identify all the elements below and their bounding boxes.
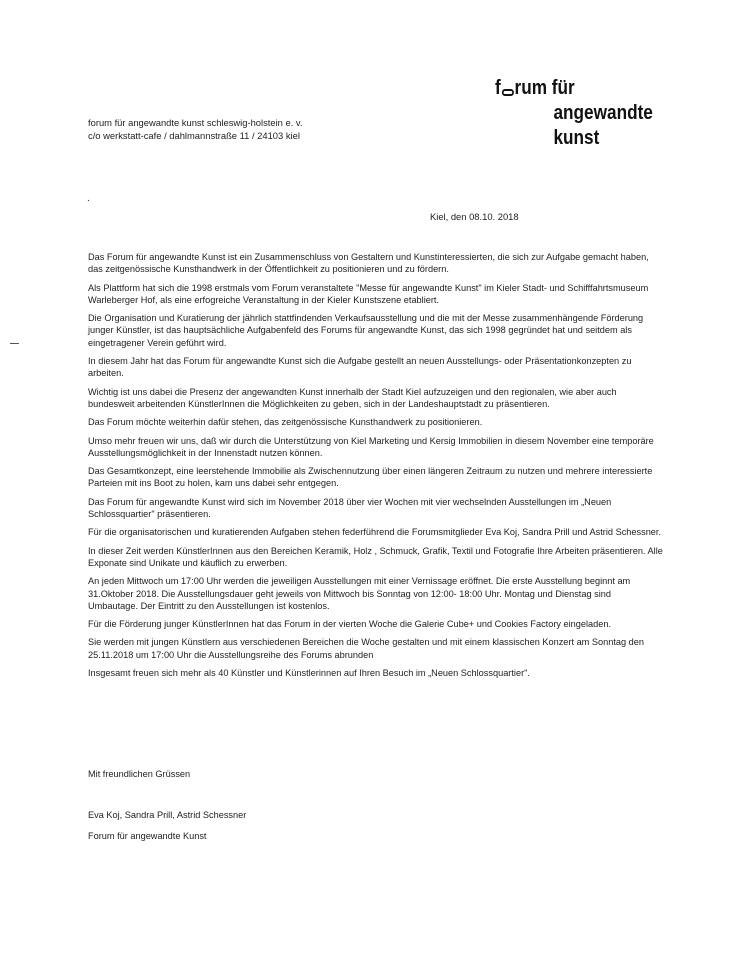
- paragraph: In dieser Zeit werden KünstlerInnen aus den Bereichen Keramik, Holz , Schmuck, Grafik, Textil und Fotografie Ihre Arbeiten präsentieren. Alle Exponate sind Unikate und käuflich zu erwerben.: [88, 545, 663, 568]
- paragraph: Wichtig ist uns dabei die Presenz der angewandten Kunst innerhalb der Stadt Kiel aufzuzeigen und den regionalen, wie aber auch bundesweit arbeitenden KünstlerInnen die Möglichkeiten zu geben, sich in der Landeshauptstadt zu präsentieren.: [88, 386, 617, 409]
- logo-line-2: angewandte: [553, 102, 653, 124]
- forum-logo: [495, 76, 693, 151]
- paragraph: Das Forum für angewandte Kunst wird sich im November 2018 über vier Wochen mit vier wechselnden Ausstellungen im „Neuen Schlossquartier" präsentieren.: [88, 496, 612, 520]
- logo-o-shape: [502, 89, 514, 96]
- paragraph: Das Gesamtkonzept, eine leerstehende Immobilie als Zwischennutzung über einen längeren Zeitraum zu nutzen und mehrere interessierte Parteien mit ins Boot zu holen, kam uns dabei sehr entgegen.: [88, 466, 653, 489]
- paragraph: In diesem Jahr hat das Forum für angewandte Kunst sich die Aufgabe gestellt an neuen Ausstellungs- oder Präsentationkonzepten zu arbeiten.: [88, 356, 632, 379]
- sender-address: [88, 116, 303, 142]
- paragraph: Für die Förderung junger KünstlerInnen hat das Forum in der vierten Woche die Galerie Cube+ und Cookies Factory eingeladen.: [88, 619, 612, 630]
- address-marker: .: [87, 193, 90, 204]
- paragraph: Für die organisatorischen und kuratierenden Aufgaben stehen federführend die Forumsmitglieder Eva Koj, Sandra Prill und Astrid Schessner.: [88, 527, 662, 538]
- logo-line-3: kunst: [553, 127, 600, 149]
- fold-mark: [10, 343, 19, 344]
- sender-line-2: c/o werkstatt-cafe / dahlmannstraße 11 / 24103 kiel: [88, 130, 300, 141]
- paragraph: Die Organisation und Kuratierung der jährlich stattfindenden Verkaufsausstellung und die mit der Messe zusammenhängende Förderung junger Künstler, ist das hauptsächliche Aufgabenfeld des Forums für angewandte Kunst, das sich 1998 gegründet hat und seitdem als eingetragener Verein geführt wird.: [88, 313, 644, 348]
- paragraph: Sie werden mit jungen Künstlern aus verschiedenen Bereichen die Woche gestalten und mit einem klassischen Konzert am Sonntag den 25.11.2018 um 17:00 Uhr die Ausstellungsreihe des Forums abrunden: [88, 637, 645, 660]
- paragraph: Umso mehr freuen wir uns, daß wir durch die Unterstützung von Kiel Marketing und Kersig Immobilien in diesem November eine temporäre Ausstellungsmöglichkeit in der Innenstadt nutzen können.: [88, 435, 654, 458]
- signature-organization: Forum für angewandte Kunst: [88, 831, 207, 841]
- paragraph: Insgesamt freuen sich mehr als 40 Künstler und Künstlerinnen auf Ihren Besuch im „Neuen Schlossquartier".: [88, 668, 530, 679]
- logo-letter-f: f: [495, 77, 501, 99]
- letter-date: Kiel, den 08.10. 2018: [430, 211, 519, 222]
- letter-body: [88, 251, 663, 685]
- sender-line-1: forum für angewandte kunst schleswig-holstein e. v.: [88, 117, 303, 128]
- paragraph: An jeden Mittwoch um 17:00 Uhr werden die jeweiligen Ausstellungen mit einer Vernissage eröffnet. Die erste Ausstellung beginnt am 31.Oktober 2018. Die Ausstellungsdauer geht jeweils von Mittwoch bis Sonntag von 12:00- 18:00 Uhr. Montag und Dienstag sind Umbautage. Der Eintritt zu den Ausstellungen ist kostenlos.: [88, 576, 631, 611]
- paragraph: Das Forum für angewandte Kunst ist ein Zusammenschluss von Gestaltern und Kunstinteressierten, die sich zur Aufgabe gemacht haben, das zeitgenössische Kunsthandwerk in der Öffentlichkeit zu positionieren und zu fördern.: [88, 252, 649, 275]
- closing-greeting: Mit freundlichen Grüssen: [88, 769, 191, 779]
- signatory-names: Eva Koj, Sandra Prill, Astrid Schessner: [88, 810, 247, 820]
- paragraph: Das Forum möchte weiterhin dafür stehen, das zeitgenössische Kunsthandwerk zu positionieren.: [88, 417, 483, 428]
- logo-line-1: [495, 76, 693, 101]
- logo-line-1-rest: rum für: [514, 77, 575, 99]
- paragraph: Als Plattform hat sich die 1998 erstmals vom Forum veranstaltete "Messe für angewandte Kunst" im Kieler Stadt- und Schifffahrtsmuseum Warleberger Hof, als eine erfogreiche Veranstaltung in der Kieler Kunstszene etabliert.: [88, 282, 649, 305]
